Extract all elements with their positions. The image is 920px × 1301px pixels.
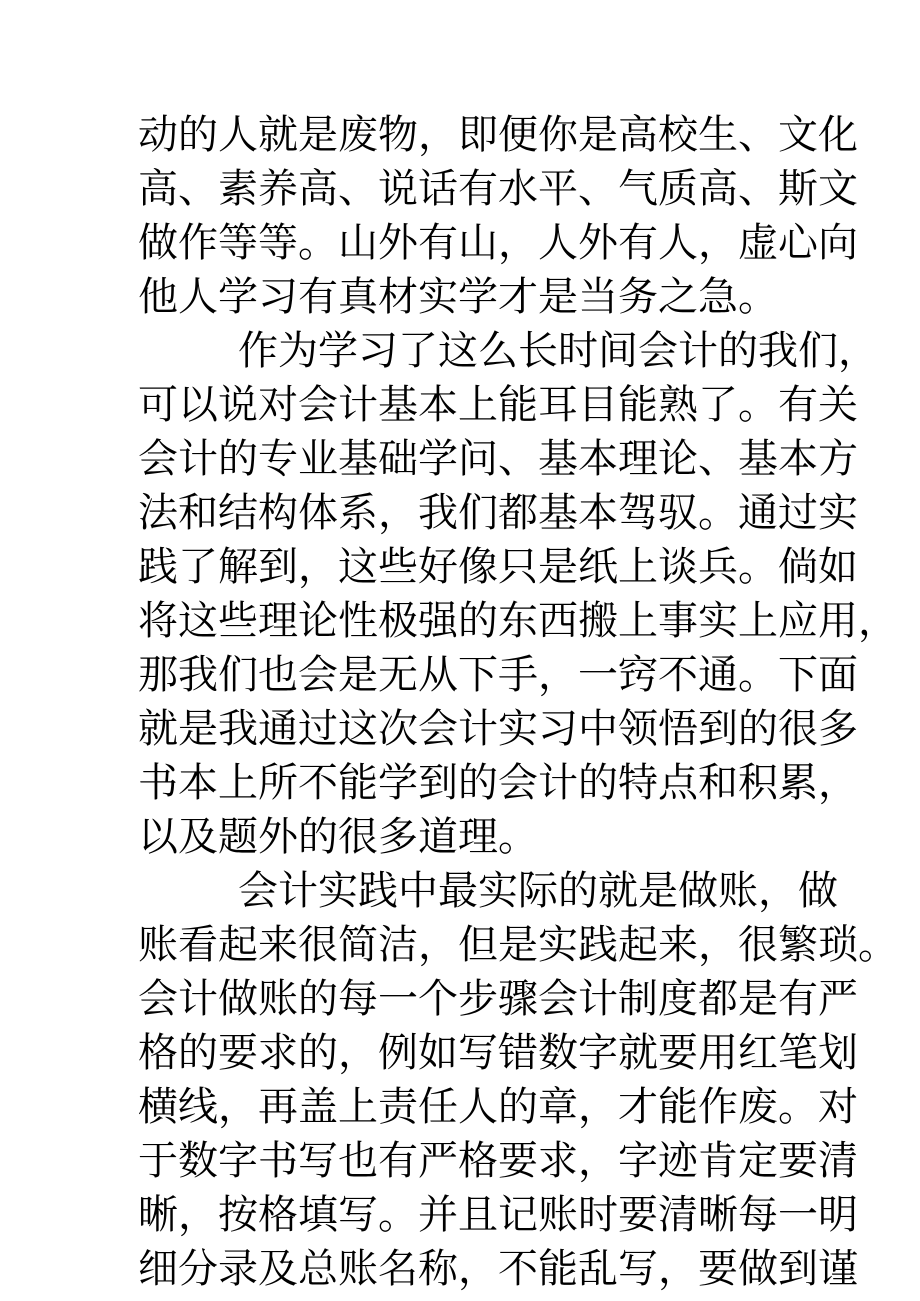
text-line: 会计的专业基础学问、基本理论、基本方: [138, 436, 858, 482]
text-line: 细分录及总账名称，不能乱写，要做到谨: [138, 1246, 858, 1292]
text-line: 就是我通过这次会计实习中领悟到的很多: [138, 706, 858, 752]
text-line: 践了解到，这些好像只是纸上谈兵。倘如: [138, 544, 858, 590]
text-line: 会计做账的每一个步骤会计制度都是有严: [138, 976, 858, 1022]
text-line: 法和结构体系，我们都基本驾驭。通过实: [138, 490, 858, 536]
text-line: 账看起来很简洁，但是实践起来，很繁琐。: [138, 922, 898, 968]
paragraph-first-line: 作为学习了这么长时间会计的我们，: [238, 328, 878, 374]
body-text: [138, 108, 898, 1296]
text-line: 他人学习有真材实学才是当务之急。: [138, 274, 778, 320]
text-line: 高、素养高、说话有水平、气质高、斯文: [138, 166, 858, 212]
text-line: 将这些理论性极强的东西搬上事实上应用，: [138, 598, 898, 644]
text-line: 动的人就是废物，即便你是高校生、文化: [138, 112, 858, 158]
paragraph-first-line: 会计实践中最实际的就是做账，做: [238, 868, 838, 914]
text-line: 晰，按格填写。并且记账时要清晰每一明: [138, 1192, 858, 1238]
text-line: 那我们也会是无从下手，一窍不通。下面: [138, 652, 858, 698]
text-line: 横线，再盖上责任人的章，才能作废。对: [138, 1084, 858, 1130]
text-line: 格的要求的，例如写错数字就要用红笔划: [138, 1030, 858, 1076]
text-line: 书本上所不能学到的会计的特点和积累，: [138, 760, 858, 806]
text-line: 做作等等。山外有山，人外有人，虚心向: [138, 220, 858, 266]
text-line: 可以说对会计基本上能耳目能熟了。有关: [138, 382, 858, 428]
text-line: 于数字书写也有严格要求，字迹肯定要清: [138, 1138, 858, 1184]
text-line: 以及题外的很多道理。: [138, 814, 538, 860]
